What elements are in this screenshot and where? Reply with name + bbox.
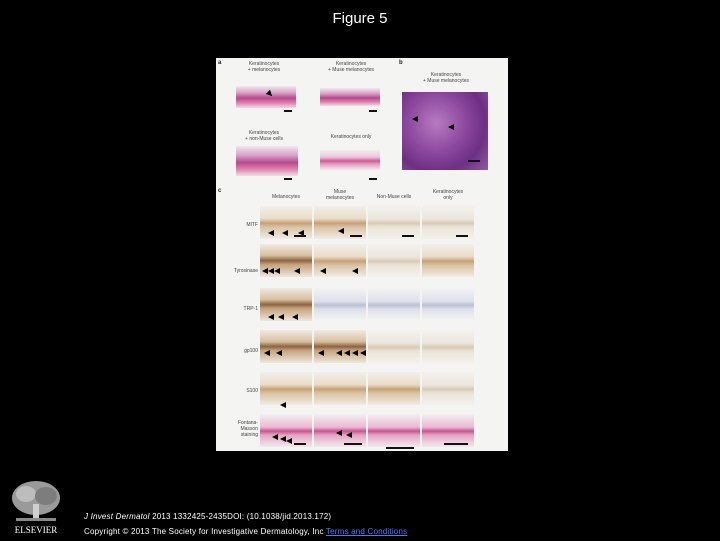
- scale-bar: [402, 235, 414, 237]
- arrow-icon: [352, 268, 358, 274]
- arrow-icon: [346, 432, 352, 438]
- column-header-melanocytes: Melanocytes: [271, 194, 301, 200]
- arrow-icon: [276, 350, 282, 356]
- arrow-icon: [292, 314, 298, 320]
- scale-bar: [284, 110, 292, 112]
- arrow-icon: [448, 124, 454, 130]
- column-header-non-muse: Non-Muse cells: [376, 194, 412, 200]
- arrow-icon: [336, 430, 342, 436]
- elsevier-tree-icon: [6, 478, 66, 536]
- arrow-icon: [268, 314, 274, 320]
- micrograph-tile: [314, 372, 366, 405]
- arrow-icon: [294, 268, 300, 274]
- figure-title: Figure 5: [332, 10, 388, 27]
- arrow-icon: [280, 402, 286, 408]
- scale-bar: [369, 110, 377, 112]
- figure-image: [216, 58, 508, 451]
- micrograph-tile: [368, 414, 420, 447]
- citation-details: 2013 1332425-2435DOI: (10.1038/jid.2013.172): [149, 512, 332, 521]
- arrow-icon: [274, 268, 280, 274]
- copyright-text: Copyright © 2013 The Society for Investigative Dermatology, Inc: [84, 527, 326, 536]
- micrograph-tile: [422, 244, 474, 277]
- scale-bar: [444, 443, 468, 445]
- arrow-icon: [360, 350, 366, 356]
- micrograph-tile: [314, 288, 366, 321]
- panel-label-c: c: [218, 188, 222, 194]
- scale-bar: [350, 235, 362, 237]
- panel-a-caption-1: Keratinocytes + melanocytes: [247, 61, 281, 73]
- micrograph-tile: [368, 288, 420, 321]
- micrograph-tile: [368, 244, 420, 277]
- row-label-trp1: TRP-1: [243, 306, 258, 312]
- arrow-icon: [268, 230, 274, 236]
- arrow-icon: [286, 438, 292, 444]
- panel-label-a: a: [218, 60, 222, 66]
- arrow-icon: [336, 350, 342, 356]
- citation: [84, 512, 331, 521]
- column-header-keratinocytes-only: Keratinocytes only: [432, 189, 464, 201]
- row-label-gp100: gp100: [244, 348, 258, 354]
- scale-bar: [294, 235, 306, 237]
- micrograph-tile: [260, 330, 312, 363]
- arrow-icon: [412, 116, 418, 122]
- publisher-name: ELSEVIER: [14, 525, 58, 535]
- panel-label-b: b: [399, 60, 403, 66]
- journal-name: J Invest Dermatol: [84, 512, 150, 521]
- arrow-icon: [272, 434, 278, 440]
- column-header-muse: Muse melanocytes: [325, 189, 355, 201]
- arrow-icon: [338, 228, 344, 234]
- row-label-mitf: MITF: [246, 222, 258, 228]
- he-section-non-muse: [236, 146, 298, 176]
- arrow-icon: [344, 350, 350, 356]
- he-section-keratinocytes-only: [320, 150, 380, 170]
- arrow-icon: [320, 268, 326, 274]
- copyright-line: [84, 527, 407, 536]
- scale-bar: [294, 443, 306, 445]
- arrow-icon: [264, 350, 270, 356]
- arrow-icon: [282, 230, 288, 236]
- terms-and-conditions-link[interactable]: Terms and Conditions: [325, 527, 408, 536]
- he-section-keratinocytes-muse: [320, 88, 380, 106]
- panel-b-caption: Keratinocytes + Muse melanocytes: [423, 72, 469, 84]
- scale-bar: [284, 178, 292, 180]
- micrograph-tile: [422, 330, 474, 363]
- panel-a-caption-2: Keratinocytes + Muse melanocytes: [328, 61, 374, 73]
- micrograph-tile: [368, 372, 420, 405]
- micrograph-tile: [422, 288, 474, 321]
- scale-bar: [369, 178, 377, 180]
- he-section-keratinocytes-melanocytes: [236, 86, 296, 108]
- scale-bar: [344, 443, 362, 445]
- micrograph-tile: [314, 330, 366, 363]
- scale-bar: [468, 160, 480, 162]
- row-label-tyrosinase: Tyrosinase: [233, 268, 258, 274]
- micrograph-tile: [260, 372, 312, 405]
- row-label-s100: S100: [246, 388, 258, 394]
- scale-bar: [386, 447, 414, 449]
- arrow-icon: [278, 314, 284, 320]
- micrograph-tile: [368, 330, 420, 363]
- arrow-icon: [318, 350, 324, 356]
- scale-bar: [456, 235, 468, 237]
- row-label-fontana-masson: Fontana- Masson staining: [237, 420, 258, 438]
- panel-a-caption-3: Keratinocytes + non-Muse cells: [245, 130, 283, 142]
- arrow-icon: [352, 350, 358, 356]
- micrograph-tile: [422, 372, 474, 405]
- panel-a-caption-4: Keratinocytes only: [330, 134, 372, 140]
- elsevier-logo: [6, 478, 66, 536]
- he-section-muse-detail: [402, 92, 488, 170]
